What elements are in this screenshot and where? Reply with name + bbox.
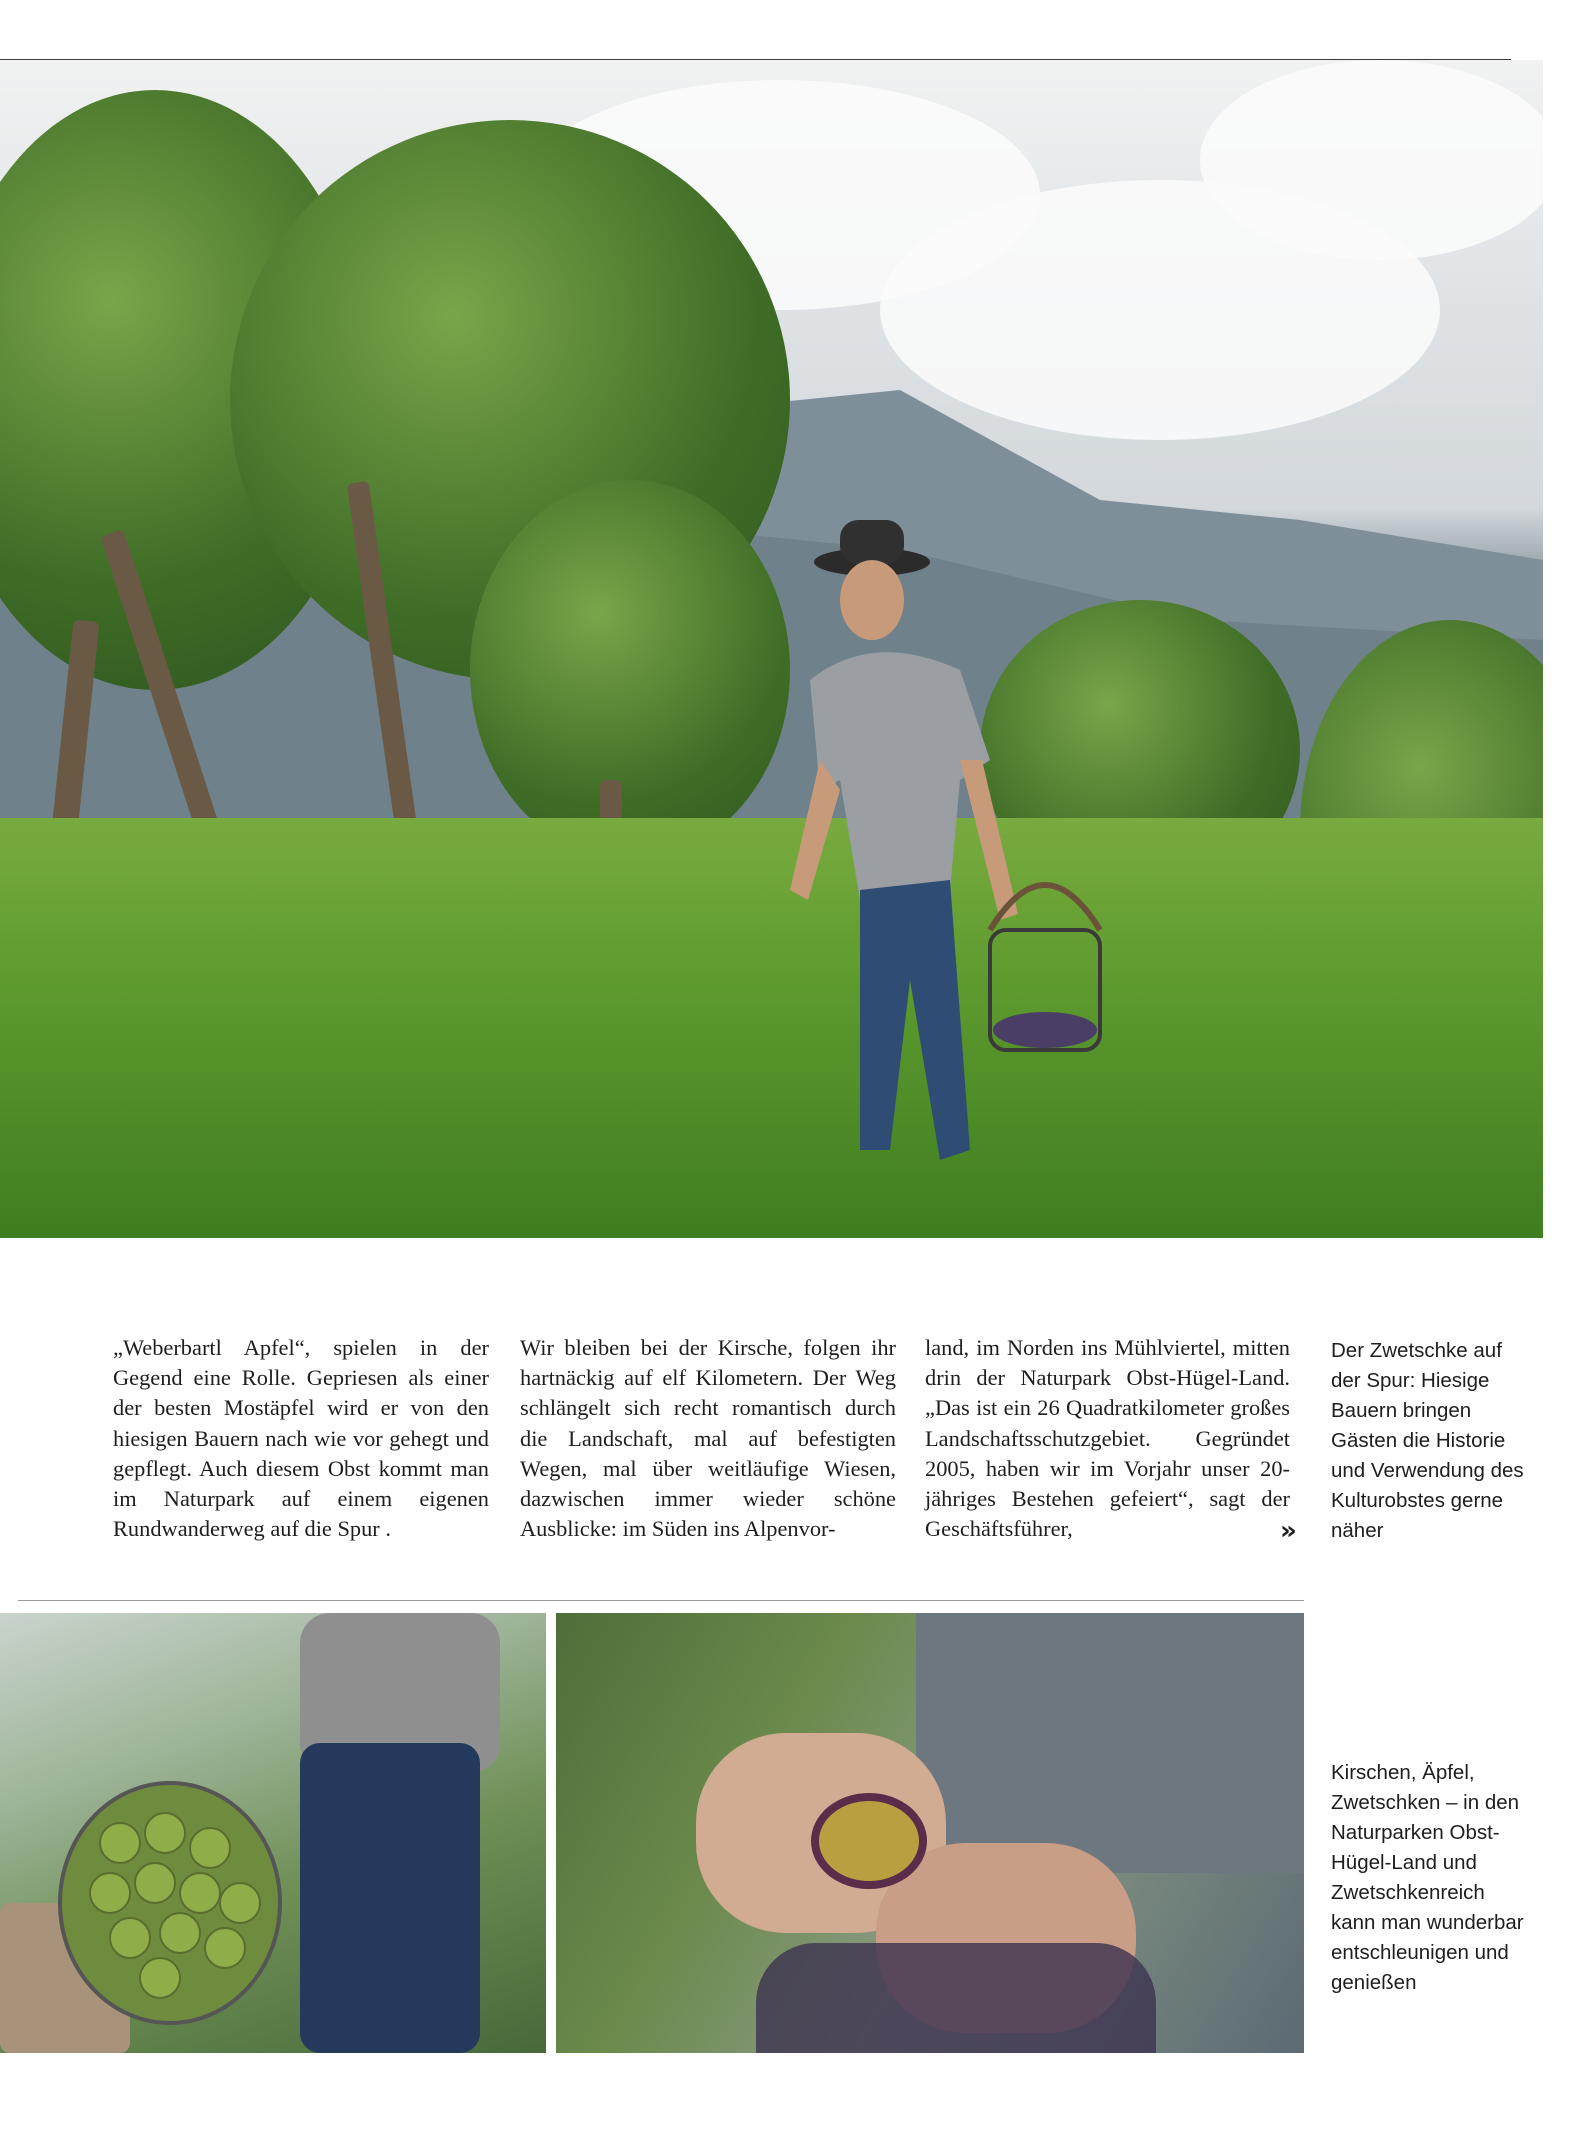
section-divider: [18, 1600, 1304, 1601]
continue-chevron-icon: »: [1280, 1516, 1297, 1546]
article-column-1: „Weberbartl Apfel“, spielen in der Gegend eine Rolle. Gepriesen als einer der besten Mostäpfel wird er von den hiesigen Bauern nach wie vor gehegt und gepflegt. Auch diesem Obst kommt man im Naturpark auf einem eigenen Rundwanderweg auf die Spur .: [113, 1335, 489, 1542]
photo-hands-opening-plum: [556, 1613, 1304, 2053]
article-column-3: land, im Norden ins Mühlviertel, mitten drin der Naturpark Obst-Hügel-Land. „Das ist ein 26 Quadratkilometer großes Landschaftsschutzgebiet. Gegründet 2005, haben wir im Vorjahr unser 20-jähriges Bestehen gefeiert“, sagt der Geschäftsführer,: [925, 1335, 1290, 1542]
man-with-basket-figure: [760, 510, 1160, 1210]
photo-caption-top: Der Zwetschke auf der Spur: Hiesige Bauern bringen Gästen die Historie und Verwendung des Kulturobstes gerne näher: [1331, 1339, 1524, 1542]
article-column-2: Wir bleiben bei der Kirsche, folgen ihr hartnäckig auf elf Kilometern. Der Weg schlängelt sich recht romantisch durch die Landschaft, mal auf befestigten Wegen, mal über weitläufige Wiesen, dazwischen immer wieder schöne Ausblicke: im Süden ins Alpenvor-: [520, 1335, 896, 1542]
hero-photo-orchard-man-with-basket: [0, 60, 1543, 1238]
photo-caption-bottom: Kirschen, Äpfel, Zwetschken – in den Naturparken Obst-Hügel-Land und Zwetschkenreich kann man wunderbar entschleunigen und genießen: [1331, 1761, 1524, 1994]
photo-apples-in-wire-basket: [0, 1613, 546, 2053]
